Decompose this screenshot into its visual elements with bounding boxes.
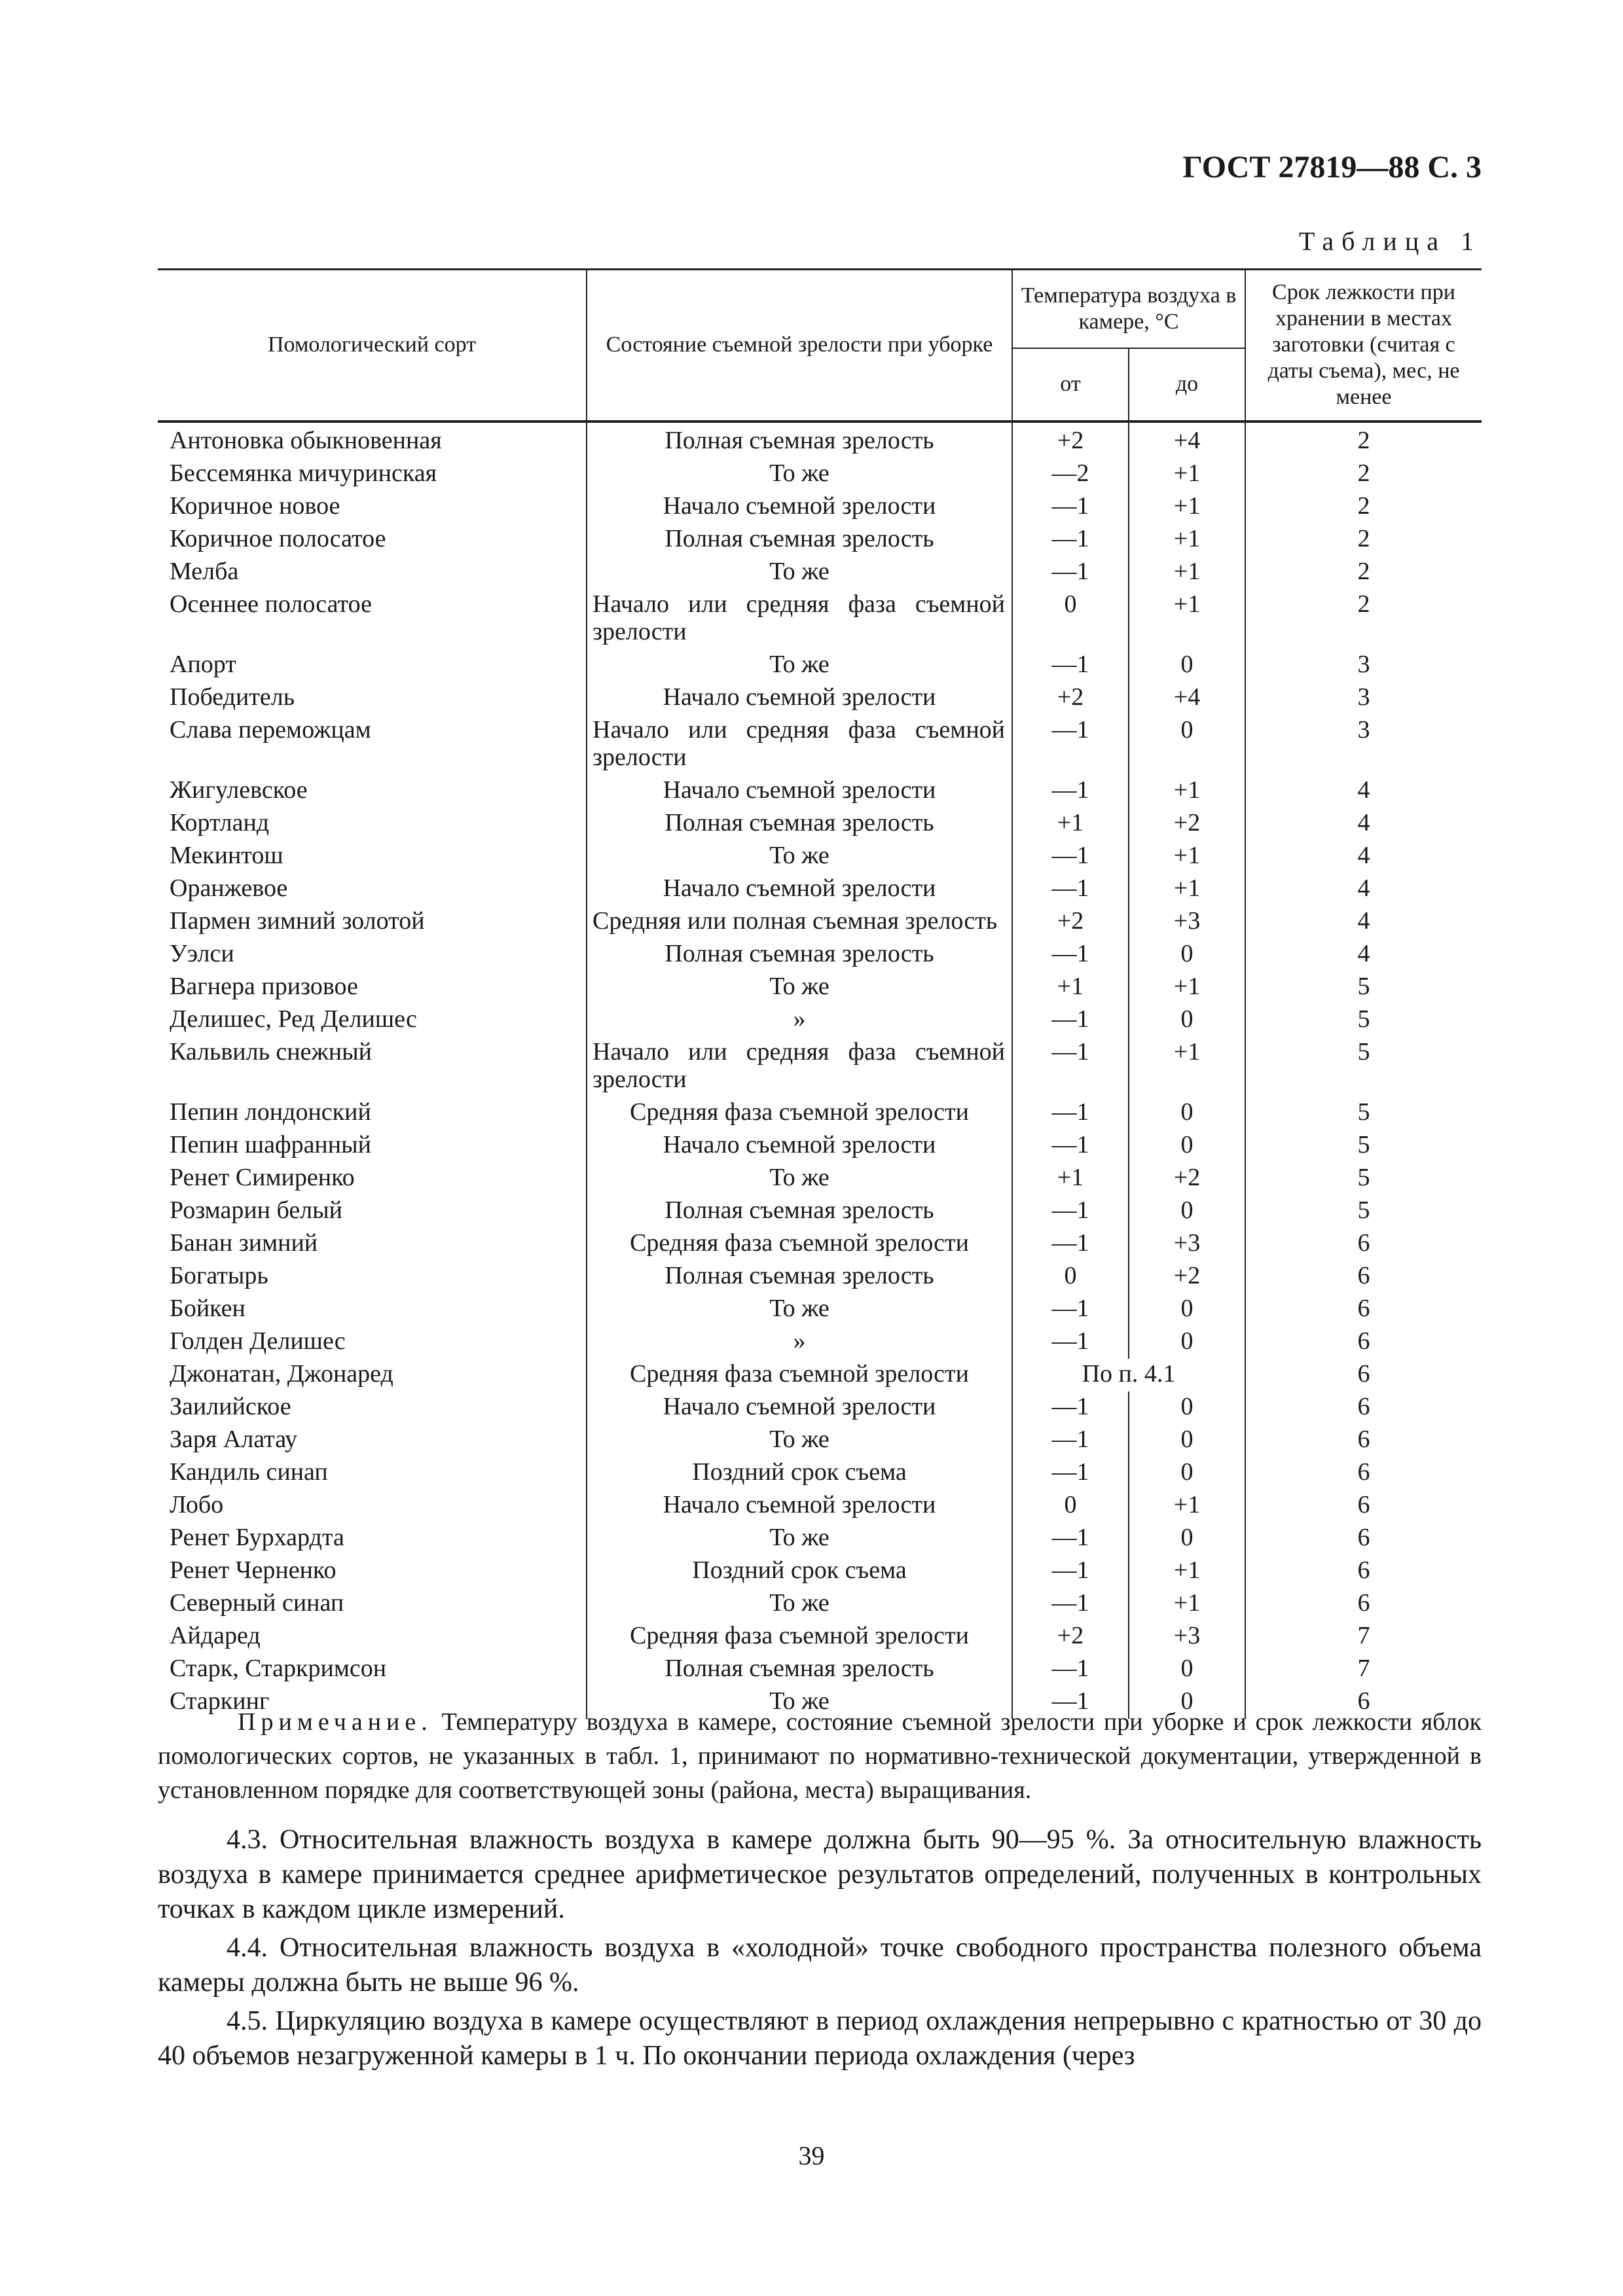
table-row (158, 524, 1482, 556)
cell-temp-to: 0 (1129, 1424, 1245, 1457)
cell-variety: Вагнера призовое (158, 971, 587, 1004)
cell-temp-to: +1 (1129, 1588, 1245, 1621)
cell-variety: Бойкен (158, 1293, 587, 1326)
cell-temp-to: 0 (1129, 1004, 1245, 1037)
cell-maturity: Начало съемной зрелости (587, 1490, 1012, 1522)
cell-storage-months: 4 (1245, 939, 1482, 971)
cell-maturity: Начало съемной зрелости (587, 775, 1012, 808)
cell-storage-months: 4 (1245, 775, 1482, 808)
cell-variety: Айдаред (158, 1621, 587, 1653)
table-row (158, 1490, 1482, 1522)
cell-variety: Апорт (158, 649, 587, 682)
cell-temp-from: —1 (1012, 491, 1129, 524)
cell-variety: Коричное новое (158, 491, 587, 524)
cell-temp-from: +2 (1012, 906, 1129, 939)
cell-temp-to: 0 (1129, 1653, 1245, 1686)
cell-storage-months: 6 (1245, 1555, 1482, 1588)
cell-temp-from: —1 (1012, 1686, 1129, 1719)
cell-temp-from: 0 (1012, 589, 1129, 649)
table-row (158, 1097, 1482, 1130)
table-row (158, 1588, 1482, 1621)
table-row (158, 1621, 1482, 1653)
cell-storage-months: 5 (1245, 1195, 1482, 1228)
table-row (158, 1228, 1482, 1261)
paragraph-4-5: 4.5. Циркуляцию воздуха в камере осуществляют в период охлаждения непрерывно с кратностью от 30 до 40 объемов незагруженной камеры в 1 ч. По окончании периода охлаждения (через (158, 2006, 1482, 2071)
table-row (158, 939, 1482, 971)
cell-variety: Антоновка обыкновенная (158, 422, 587, 458)
cell-variety: Джонатан, Джонаред (158, 1359, 587, 1391)
cell-temp-from: +2 (1012, 1621, 1129, 1653)
table-row (158, 1037, 1482, 1097)
cell-temp-from: 0 (1012, 1261, 1129, 1293)
cell-temp-to: +1 (1129, 971, 1245, 1004)
table-note (158, 1705, 1482, 1807)
table-row (158, 1326, 1482, 1359)
cell-temp-to: +4 (1129, 422, 1245, 458)
cell-maturity: » (587, 1326, 1012, 1359)
table-row (158, 1130, 1482, 1162)
header-variety: Помологический сорт (158, 270, 587, 422)
cell-temp-from: —1 (1012, 1326, 1129, 1359)
cell-maturity: Средняя фаза съемной зрелости (587, 1228, 1012, 1261)
table-row (158, 1293, 1482, 1326)
cell-temp-to: 0 (1129, 715, 1245, 775)
cell-maturity: То же (587, 649, 1012, 682)
cell-temp-from: +1 (1012, 971, 1129, 1004)
header-maturity: Состояние съемной зрелости при уборке (587, 270, 1012, 422)
header-storage: Срок лежкости при хранении в местах заготовки (считая с даты съема), мес, не менее (1245, 270, 1482, 422)
cell-variety: Ренет Бурхардта (158, 1522, 587, 1555)
note-label: Примечание. (238, 1708, 433, 1736)
cell-variety: Ренет Черненко (158, 1555, 587, 1588)
cell-storage-months: 4 (1245, 840, 1482, 873)
cell-variety: Старкинг (158, 1686, 587, 1719)
cell-maturity: Начало или средняя фаза съемной зрелости (587, 715, 1012, 775)
cell-maturity: Поздний срок съема (587, 1555, 1012, 1588)
cell-temp-from: —1 (1012, 873, 1129, 906)
cell-temp-to: +1 (1129, 840, 1245, 873)
cell-temp-to: 0 (1129, 939, 1245, 971)
cell-maturity: Средняя фаза съемной зрелости (587, 1359, 1012, 1391)
cell-temp-from: —1 (1012, 1522, 1129, 1555)
cell-maturity: То же (587, 1588, 1012, 1621)
cell-maturity: То же (587, 1686, 1012, 1719)
cell-maturity: Средняя или полная съемная зрелость (587, 906, 1012, 939)
cell-variety: Пармен зимний золотой (158, 906, 587, 939)
cell-temp-to: +1 (1129, 873, 1245, 906)
cell-storage-months: 6 (1245, 1686, 1482, 1719)
header-temp-from: от (1012, 348, 1129, 422)
cell-temp-from: —1 (1012, 556, 1129, 589)
cell-variety: Победитель (158, 682, 587, 715)
table-row (158, 458, 1482, 491)
cell-temp-from: —1 (1012, 1588, 1129, 1621)
cell-storage-months: 6 (1245, 1326, 1482, 1359)
table-row (158, 840, 1482, 873)
cell-temp-from: —1 (1012, 939, 1129, 971)
note-text: Температуру воздуха в камере, состояние съемной зрелости при уборке и срок лежкости яблок помологических сортов, не указанных в табл. 1, принимают по нормативно-технической документации, утвержденной в установленном порядке для соответствующей зоны (района, места) выращивания. (158, 1708, 1482, 1804)
cell-maturity: Начало съемной зрелости (587, 491, 1012, 524)
cell-maturity: То же (587, 556, 1012, 589)
cell-maturity: То же (587, 1162, 1012, 1195)
cell-temp-to: 0 (1129, 1326, 1245, 1359)
cell-maturity: То же (587, 971, 1012, 1004)
cell-storage-months: 5 (1245, 1004, 1482, 1037)
cell-maturity: Полная съемная зрелость (587, 808, 1012, 840)
cell-storage-months: 6 (1245, 1424, 1482, 1457)
cell-temp-to: +4 (1129, 682, 1245, 715)
apple-storage-table (158, 268, 1482, 1719)
cell-storage-months: 2 (1245, 556, 1482, 589)
cell-temp-from: —1 (1012, 524, 1129, 556)
cell-temp-from: —1 (1012, 1037, 1129, 1097)
cell-maturity: То же (587, 1424, 1012, 1457)
cell-storage-months: 6 (1245, 1490, 1482, 1522)
cell-maturity: Начало съемной зрелости (587, 1391, 1012, 1424)
cell-temp-from: —1 (1012, 840, 1129, 873)
cell-storage-months: 2 (1245, 589, 1482, 649)
table-row (158, 775, 1482, 808)
paragraph-4-3: 4.3. Относительная влажность воздуха в камере должна быть 90—95 %. За относительную влажность воздуха в камере принимается среднее арифметическое результатов определений, полученных в контрольных точках в каждом цикле измерений. (158, 1825, 1482, 1924)
cell-temp-to: +1 (1129, 775, 1245, 808)
cell-storage-months: 3 (1245, 649, 1482, 682)
header-temperature: Температура воздуха в камере, °С (1012, 270, 1245, 348)
table-row (158, 715, 1482, 775)
cell-temp-to: +1 (1129, 1037, 1245, 1097)
cell-storage-months: 2 (1245, 422, 1482, 458)
cell-storage-months: 6 (1245, 1261, 1482, 1293)
cell-temp-to: +1 (1129, 1490, 1245, 1522)
table-row (158, 1391, 1482, 1424)
cell-maturity: Начало съемной зрелости (587, 1130, 1012, 1162)
cell-temp-to: +2 (1129, 1261, 1245, 1293)
cell-temp-to: 0 (1129, 1522, 1245, 1555)
cell-maturity: Средняя фаза съемной зрелости (587, 1621, 1012, 1653)
cell-temp-from: 0 (1012, 1490, 1129, 1522)
table-row (158, 1261, 1482, 1293)
cell-temp-from: —1 (1012, 649, 1129, 682)
cell-maturity: Полная съемная зрелость (587, 1261, 1012, 1293)
cell-temp-from: —1 (1012, 1457, 1129, 1490)
cell-variety: Заилийское (158, 1391, 587, 1424)
cell-variety: Пепин лондонский (158, 1097, 587, 1130)
table-row (158, 1004, 1482, 1037)
cell-temp-to: 0 (1129, 649, 1245, 682)
cell-maturity: То же (587, 458, 1012, 491)
cell-maturity: Начало съемной зрелости (587, 873, 1012, 906)
cell-temp-from: +1 (1012, 1162, 1129, 1195)
cell-storage-months: 3 (1245, 682, 1482, 715)
table-row (158, 422, 1482, 458)
cell-temp-from: —1 (1012, 1653, 1129, 1686)
cell-temp-to: +1 (1129, 556, 1245, 589)
cell-temp-to: 0 (1129, 1391, 1245, 1424)
cell-maturity: То же (587, 1522, 1012, 1555)
cell-temp-to: +3 (1129, 906, 1245, 939)
paragraph-4-4: 4.4. Относительная влажность воздуха в «холодной» точке свободного пространства полезного объема камеры должна быть не выше 96 %. (158, 1933, 1482, 1998)
table-row (158, 556, 1482, 589)
cell-storage-months: 5 (1245, 1037, 1482, 1097)
cell-storage-months: 6 (1245, 1391, 1482, 1424)
cell-variety: Кандиль синап (158, 1457, 587, 1490)
table-row (158, 808, 1482, 840)
cell-temp-to: +3 (1129, 1621, 1245, 1653)
cell-variety: Слава переможцам (158, 715, 587, 775)
cell-storage-months: 6 (1245, 1457, 1482, 1490)
cell-temp-from: —2 (1012, 458, 1129, 491)
cell-storage-months: 5 (1245, 1097, 1482, 1130)
cell-variety: Богатырь (158, 1261, 587, 1293)
cell-variety: Кортланд (158, 808, 587, 840)
cell-variety: Жигулевское (158, 775, 587, 808)
cell-storage-months: 7 (1245, 1621, 1482, 1653)
cell-temp-from: +2 (1012, 422, 1129, 458)
cell-storage-months: 2 (1245, 524, 1482, 556)
cell-maturity: Полная съемная зрелость (587, 524, 1012, 556)
table-row (158, 682, 1482, 715)
cell-temp-from: —1 (1012, 775, 1129, 808)
cell-temp-to: +1 (1129, 524, 1245, 556)
cell-temp-from: +2 (1012, 682, 1129, 715)
cell-variety: Пепин шафранный (158, 1130, 587, 1162)
cell-temp-to: +3 (1129, 1228, 1245, 1261)
table-row (158, 649, 1482, 682)
page-number: 39 (798, 2141, 825, 2170)
table-row (158, 1653, 1482, 1686)
body-paragraphs (158, 1823, 1482, 2077)
cell-storage-months: 7 (1245, 1653, 1482, 1686)
table-body (158, 422, 1482, 1719)
cell-maturity: Начало или средняя фаза съемной зрелости (587, 589, 1012, 649)
table-row (158, 491, 1482, 524)
cell-variety: Северный синап (158, 1588, 587, 1621)
cell-maturity: Средняя фаза съемной зрелости (587, 1097, 1012, 1130)
cell-temp-to: 0 (1129, 1097, 1245, 1130)
cell-temp-from: —1 (1012, 1391, 1129, 1424)
cell-temp-to: 0 (1129, 1293, 1245, 1326)
cell-temp-from: +1 (1012, 808, 1129, 840)
cell-temp-from: —1 (1012, 715, 1129, 775)
cell-storage-months: 6 (1245, 1359, 1482, 1391)
table-row (158, 1424, 1482, 1457)
cell-maturity: То же (587, 1293, 1012, 1326)
table-label: Таблица 1 (1298, 226, 1482, 256)
cell-storage-months: 4 (1245, 808, 1482, 840)
cell-temperature-merged: По п. 4.1 (1012, 1359, 1245, 1391)
cell-maturity: Полная съемная зрелость (587, 1195, 1012, 1228)
cell-temp-to: +1 (1129, 1555, 1245, 1588)
cell-temp-from: —1 (1012, 1293, 1129, 1326)
cell-temp-to: 0 (1129, 1457, 1245, 1490)
cell-temp-from: —1 (1012, 1004, 1129, 1037)
cell-temp-from: —1 (1012, 1555, 1129, 1588)
cell-temp-from: —1 (1012, 1097, 1129, 1130)
cell-variety: Осеннее полосатое (158, 589, 587, 649)
cell-storage-months: 6 (1245, 1588, 1482, 1621)
cell-variety: Голден Делишес (158, 1326, 587, 1359)
cell-temp-to: +1 (1129, 491, 1245, 524)
cell-variety: Оранжевое (158, 873, 587, 906)
cell-storage-months: 2 (1245, 491, 1482, 524)
cell-maturity: Начало или средняя фаза съемной зрелости (587, 1037, 1012, 1097)
cell-variety: Уэлси (158, 939, 587, 971)
table-row (158, 971, 1482, 1004)
cell-temp-to: 0 (1129, 1686, 1245, 1719)
cell-maturity: » (587, 1004, 1012, 1037)
cell-storage-months: 6 (1245, 1522, 1482, 1555)
table-row (158, 1522, 1482, 1555)
cell-temp-to: +2 (1129, 808, 1245, 840)
cell-variety: Бессемянка мичуринская (158, 458, 587, 491)
cell-temp-from: —1 (1012, 1228, 1129, 1261)
cell-storage-months: 5 (1245, 971, 1482, 1004)
cell-maturity: Полная съемная зрелость (587, 939, 1012, 971)
document-reference: ГОСТ 27819—88 С. 3 (1182, 150, 1482, 185)
cell-storage-months: 3 (1245, 715, 1482, 775)
cell-temp-from: —1 (1012, 1195, 1129, 1228)
cell-variety: Ренет Симиренко (158, 1162, 587, 1195)
cell-storage-months: 4 (1245, 873, 1482, 906)
cell-storage-months: 5 (1245, 1130, 1482, 1162)
cell-maturity: Поздний срок съема (587, 1457, 1012, 1490)
cell-storage-months: 6 (1245, 1228, 1482, 1261)
table-row (158, 906, 1482, 939)
cell-variety: Старк, Старкримсон (158, 1653, 587, 1686)
cell-variety: Мелба (158, 556, 587, 589)
table-row (158, 873, 1482, 906)
cell-variety: Лобо (158, 1490, 587, 1522)
cell-variety: Коричное полосатое (158, 524, 587, 556)
cell-temp-from: —1 (1012, 1130, 1129, 1162)
cell-temp-to: +2 (1129, 1162, 1245, 1195)
cell-maturity: То же (587, 840, 1012, 873)
table-row (158, 1162, 1482, 1195)
cell-temp-to: +1 (1129, 589, 1245, 649)
table-row (158, 1555, 1482, 1588)
cell-variety: Кальвиль снежный (158, 1037, 587, 1097)
cell-storage-months: 5 (1245, 1162, 1482, 1195)
table-row (158, 1457, 1482, 1490)
cell-maturity: Полная съемная зрелость (587, 422, 1012, 458)
table-row (158, 1195, 1482, 1228)
cell-variety: Заря Алатау (158, 1424, 587, 1457)
cell-storage-months: 2 (1245, 458, 1482, 491)
cell-variety: Банан зимний (158, 1228, 587, 1261)
cell-variety: Розмарин белый (158, 1195, 587, 1228)
cell-maturity: Полная съемная зрелость (587, 1653, 1012, 1686)
cell-maturity: Начало съемной зрелости (587, 682, 1012, 715)
cell-variety: Делишес, Ред Делишес (158, 1004, 587, 1037)
cell-storage-months: 6 (1245, 1293, 1482, 1326)
header-temp-to: до (1129, 348, 1245, 422)
cell-temp-to: 0 (1129, 1195, 1245, 1228)
table-row (158, 1359, 1482, 1391)
cell-temp-to: 0 (1129, 1130, 1245, 1162)
cell-variety: Мекинтош (158, 840, 587, 873)
cell-temp-from: —1 (1012, 1424, 1129, 1457)
cell-temp-to: +1 (1129, 458, 1245, 491)
table-row (158, 589, 1482, 649)
cell-storage-months: 4 (1245, 906, 1482, 939)
